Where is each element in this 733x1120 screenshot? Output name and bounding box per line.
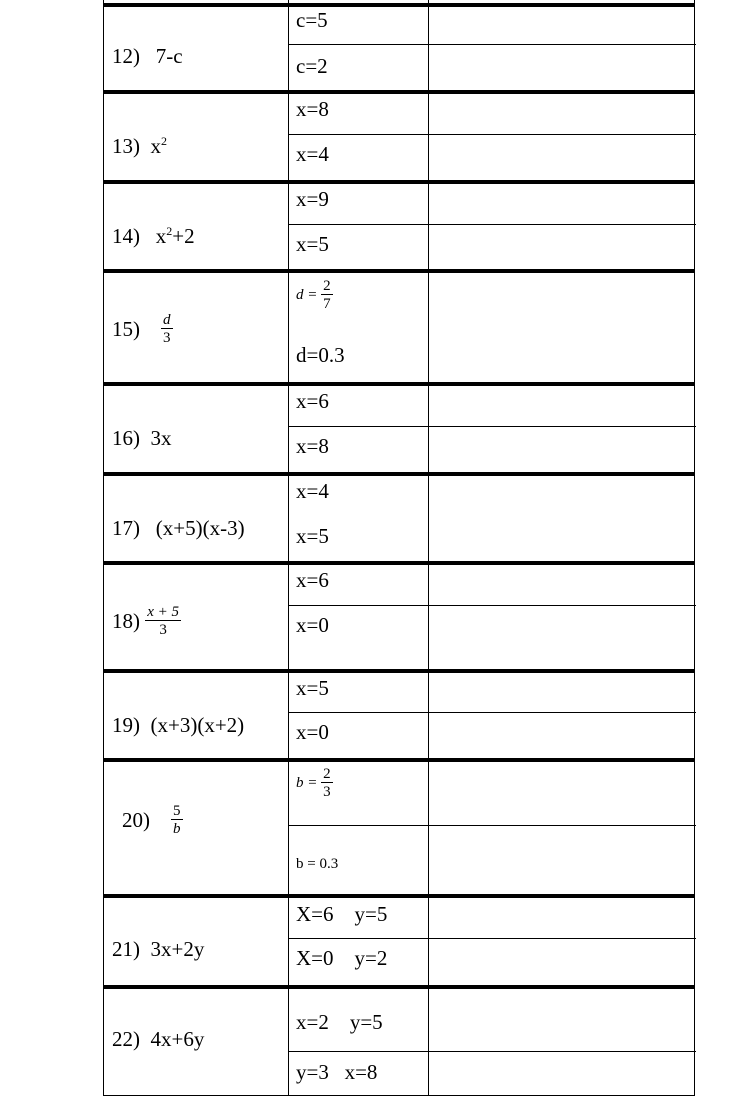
table-row — [103, 94, 695, 181]
expression-base: x — [150, 134, 161, 158]
fraction-denominator: 3 — [163, 330, 171, 346]
table-row — [103, 989, 695, 1096]
column-divider — [428, 898, 429, 986]
value-2: d=0.3 — [296, 343, 345, 367]
value-2: b = 0.3 — [296, 856, 339, 872]
expression — [112, 134, 167, 159]
expression-fraction — [161, 313, 173, 346]
expression — [112, 516, 245, 541]
column-divider — [428, 386, 429, 473]
value-1: x=9 — [296, 187, 329, 211]
column-divider — [428, 94, 429, 181]
table-row — [103, 273, 695, 383]
worksheet-table — [103, 0, 695, 1096]
column-divider — [288, 898, 289, 986]
column-divider — [428, 673, 429, 759]
cell-divider — [288, 605, 696, 606]
value-1: c=5 — [296, 8, 328, 32]
cell-divider — [288, 44, 696, 45]
column-divider — [428, 762, 429, 895]
fraction-numerator: d — [163, 312, 171, 328]
expression-base: x — [155, 224, 167, 248]
value-1 — [296, 767, 333, 800]
value-1: x=6 — [296, 389, 329, 413]
cell-divider — [288, 224, 696, 225]
expression-text: 3x+2y — [150, 937, 205, 961]
value-lhs: d = — [296, 287, 318, 303]
table-row — [103, 673, 695, 759]
table-row — [103, 386, 695, 473]
expression-exponent: 2 — [161, 134, 167, 148]
value-1 — [296, 279, 333, 312]
table-row — [103, 0, 695, 93]
column-divider — [288, 0, 289, 93]
expression — [112, 426, 172, 451]
problem-number: 13) — [112, 134, 140, 158]
cell-divider — [288, 825, 696, 826]
table-row — [103, 762, 695, 895]
value-1: x=4 — [296, 479, 329, 503]
expression-fraction — [145, 605, 181, 638]
table-row — [103, 184, 695, 270]
column-divider — [428, 0, 429, 93]
expression-text: 3x — [150, 426, 172, 450]
expression — [112, 44, 183, 69]
problem-number: 19) — [112, 713, 140, 737]
column-divider — [288, 273, 289, 383]
value-1: x=6 — [296, 568, 329, 592]
value-2: c=2 — [296, 54, 328, 78]
column-divider — [288, 386, 289, 473]
expression — [112, 713, 244, 738]
column-divider — [428, 565, 429, 670]
column-divider — [288, 184, 289, 270]
cell-divider — [288, 134, 696, 135]
cell-divider — [288, 938, 696, 939]
expression — [112, 224, 195, 249]
fraction-denominator: b — [173, 821, 181, 837]
value-2: x=4 — [296, 142, 329, 166]
column-divider — [288, 989, 289, 1096]
value-2: x=0 — [296, 613, 329, 637]
cell-divider — [288, 712, 696, 713]
fraction-numerator: 5 — [173, 803, 181, 819]
value-fraction — [321, 767, 333, 800]
value-1: X=6 y=5 — [296, 902, 388, 926]
column-divider — [428, 184, 429, 270]
expression-text: 7-c — [155, 44, 183, 68]
column-divider — [288, 673, 289, 759]
fraction-numerator: x + 5 — [147, 604, 180, 620]
expression-text: (x+5)(x-3) — [155, 516, 245, 540]
value-2: x=5 — [296, 524, 329, 548]
fraction-numerator: 2 — [323, 278, 331, 294]
problem-number: 21) — [112, 937, 140, 961]
column-divider — [428, 273, 429, 383]
value-1: x=8 — [296, 97, 329, 121]
problem-number: 12) — [112, 44, 140, 68]
table-row — [103, 565, 695, 670]
table-row — [103, 476, 695, 562]
problem-number: 16) — [112, 426, 140, 450]
problem-number: 15) — [112, 317, 140, 341]
expression — [112, 313, 173, 346]
value-lhs: b = — [296, 775, 318, 791]
table-row — [103, 898, 695, 986]
fraction-denominator: 3 — [323, 784, 331, 800]
value-1: x=5 — [296, 676, 329, 700]
problem-number: 18) — [112, 609, 140, 633]
column-divider — [288, 476, 289, 562]
value-2: y=3 x=8 — [296, 1060, 378, 1084]
value-2: x=5 — [296, 232, 329, 256]
value-fraction — [321, 279, 333, 312]
fraction-denominator: 7 — [323, 296, 331, 312]
column-divider — [428, 476, 429, 562]
expression-text: (x+3)(x+2) — [150, 713, 245, 737]
value-2: x=8 — [296, 434, 329, 458]
cell-divider — [288, 1051, 696, 1052]
cell-divider — [288, 426, 696, 427]
column-divider — [288, 565, 289, 670]
value-1: x=2 y=5 — [296, 1010, 383, 1034]
expression-text: 4x+6y — [150, 1027, 205, 1051]
expression-exponent: 2 — [166, 224, 173, 238]
expression — [122, 804, 183, 837]
expression-tail: +2 — [172, 224, 195, 248]
problem-number: 22) — [112, 1027, 140, 1051]
column-divider — [428, 989, 429, 1096]
fraction-denominator: 3 — [159, 622, 167, 638]
expression — [112, 605, 181, 638]
value-2: X=0 y=2 — [296, 946, 388, 970]
expression — [112, 937, 204, 962]
expression — [112, 1027, 204, 1052]
value-2: x=0 — [296, 720, 329, 744]
column-divider — [288, 762, 289, 895]
column-divider — [288, 94, 289, 181]
problem-number: 17) — [112, 516, 140, 540]
problem-number: 20) — [122, 808, 150, 832]
fraction-numerator: 2 — [323, 766, 331, 782]
expression-fraction — [171, 804, 183, 837]
problem-number: 14) — [112, 224, 140, 248]
